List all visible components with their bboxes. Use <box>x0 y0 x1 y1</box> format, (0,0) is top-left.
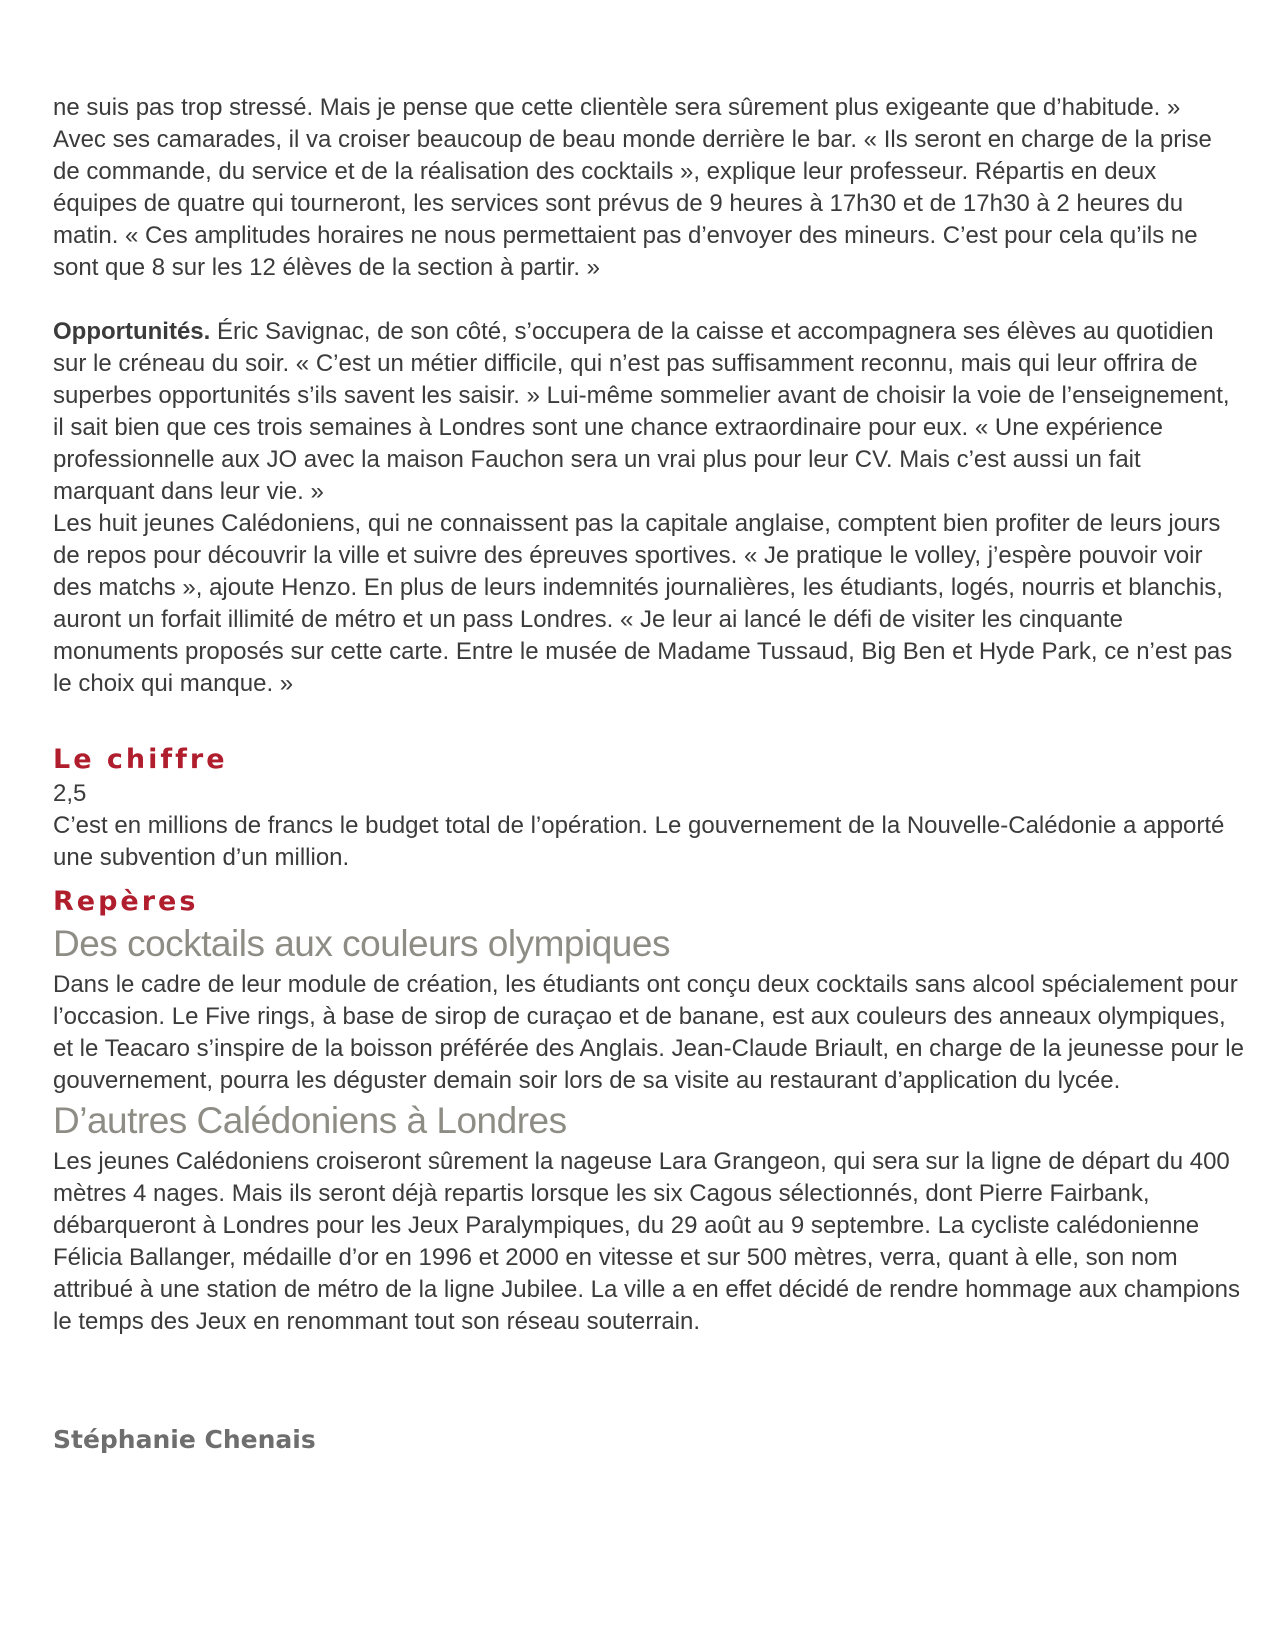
subheading-cocktails-olympiques: Des cocktails aux couleurs olympiques <box>53 923 670 964</box>
subheading-autres-caledoniens: D’autres Calédoniens à Londres <box>53 1100 567 1141</box>
section-heading-reperes: Repères <box>53 886 199 917</box>
chiffre-value: 2,5 <box>53 780 87 807</box>
chiffre-text: C’est en millions de francs le budget total de l’opération. Le gouvernement de la Nouvelle-Calédonie a apporté une subvention d’un million. <box>53 812 1225 871</box>
paragraph-jeunes-caledoniens: Les huit jeunes Calédoniens, qui ne connaissent pas la capitale anglaise, comptent bien profiter de leurs jours de repos pour découvrir la ville et suivre des épreuves sportives. « Je pratique le volley, j’espère pouvoir voir des matchs », ajoute Henzo. En plus de leurs indemnités journalières, les étudiants, logés, nourris et blanchis, auront un forfait illimité de métro et un pass Londres. « Je leur ai lancé le défi de visiter les cinquante monuments proposés sur cette carte. Entre le musée de Madame Tussaud, Big Ben et Hyde Park, ce n’est pas le choix qui manque. » <box>53 510 1233 697</box>
paragraph-opportunites <box>53 316 1245 508</box>
author-byline: Stéphanie Chenais <box>53 1425 316 1454</box>
paragraph-autres-caledoniens: Les jeunes Calédoniens croiseront sûrement la nageuse Lara Grangeon, qui sera sur la ligne de départ du 400 mètres 4 nages. Mais ils seront déjà repartis lorsque les six Cagous sélectionnés, dont Pierre Fairbank, débarqueront à Londres pour les Jeux Paralympiques, du 29 août au 9 septembre. La cycliste calédonienne Félicia Ballanger, médaille d’or en 1996 et 2000 en vitesse et sur 500 mètres, verra, quant à elle, son nom attribué à une station de métro de la ligne Jubilee. La ville a en effet décidé de rendre hommage aux champions le temps des Jeux en renommant tout son réseau souterrain. <box>53 1148 1240 1335</box>
paragraph-continuation: ne suis pas trop stressé. Mais je pense que cette clientèle sera sûrement plus exigeante que d’habitude. » <box>53 94 1181 121</box>
paragraph-cocktails: Dans le cadre de leur module de création, les étudiants ont conçu deux cocktails sans alcool spécialement pour l’occasion. Le Five rings, à base de sirop de curaçao et de banane, est aux couleurs des anneaux olympiques, et le Teacaro s’inspire de la boisson préférée des Anglais. Jean-Claude Briault, en charge de la jeunesse pour le gouvernement, pourra les déguster demain soir lors de sa visite au restaurant d’application du lycée. <box>53 971 1244 1094</box>
opportunites-lead: Opportunités. <box>53 318 211 345</box>
paragraph-camarades: Avec ses camarades, il va croiser beaucoup de beau monde derrière le bar. « Ils seront en charge de la prise de commande, du service et de la réalisation des cocktails », explique leur professeur. Répartis en deux équipes de quatre qui tourneront, les services sont prévus de 9 heures à 17h30 et de 17h30 à 2 heures du matin. « Ces amplitudes horaires ne nous permettaient pas d’envoyer des mineurs. C’est pour cela qu’ils ne sont que 8 sur les 12 élèves de la section à partir. » <box>53 126 1212 281</box>
section-heading-le-chiffre: Le chiffre <box>53 744 228 775</box>
opportunites-text: Éric Savignac, de son côté, s’occupera de la caisse et accompagnera ses élèves au quotidien sur le créneau du soir. « C’est un métier difficile, qui n’est pas suffisamment reconnu, mais qui leur offrira de superbes opportunités s’ils savent les saisir. » Lui-même sommelier avant de choisir la voie de l’enseignement, il sait bien que ces trois semaines à Londres sont une chance extraordinaire pour eux. « Une expérience professionnelle aux JO avec la maison Fauchon sera un vrai plus pour leur CV. Mais c’est aussi un fait marquant dans leur vie. » <box>53 318 1230 505</box>
